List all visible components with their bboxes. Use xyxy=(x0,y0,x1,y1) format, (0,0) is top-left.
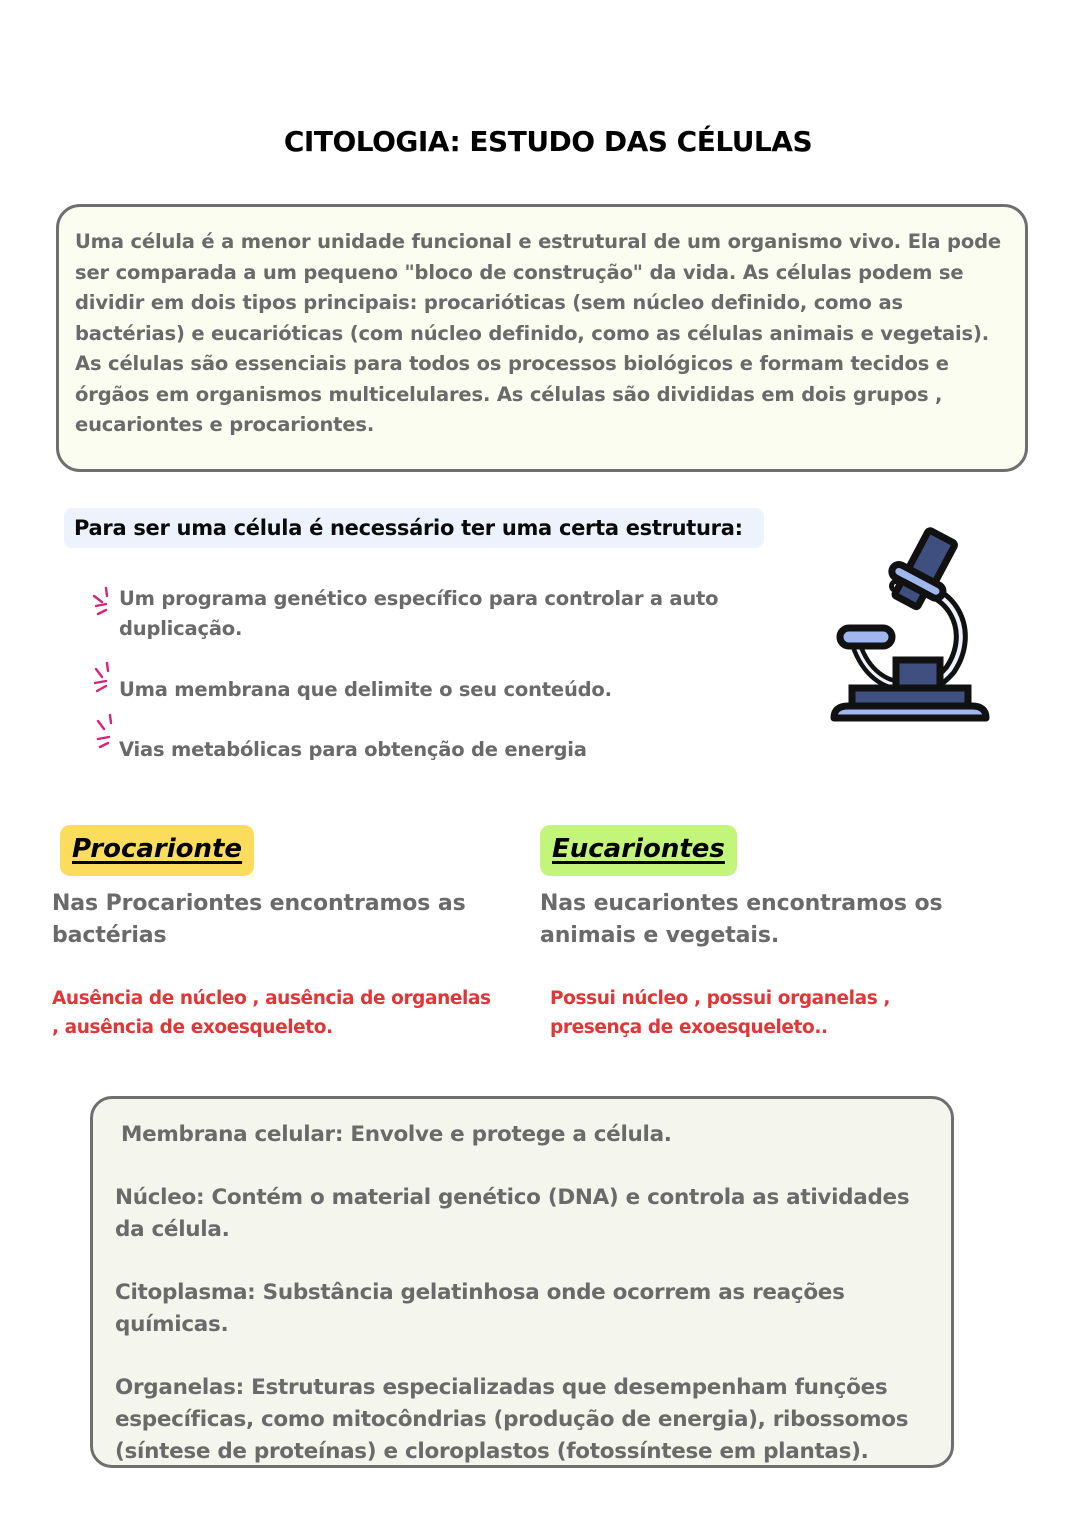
organelles-box xyxy=(90,1096,954,1468)
eukaryote-traits: Possui núcleo , possui organelas , presença de exoesqueleto.. xyxy=(550,988,890,1038)
requirement-item xyxy=(90,584,750,644)
prokaryote-tag: Procarionte xyxy=(60,825,254,876)
microscope-icon xyxy=(826,524,992,726)
prokaryote-column xyxy=(52,825,492,1042)
page-title: CITOLOGIA: ESTUDO DAS CÉLULAS xyxy=(283,124,813,158)
requirement-text: Vias metabólicas para obtenção de energia xyxy=(119,738,587,761)
requirement-text: Uma membrana que delimite o seu conteúdo. xyxy=(119,678,612,701)
spark-icon xyxy=(90,584,118,624)
eukaryote-description: Nas eucariontes encontramos os animais e vegetais. xyxy=(540,891,943,948)
organelle-item-organelles: Organelas: Estruturas especializadas que desempenham funções específicas, como mitocôndrias (produção de energia), ribossomos (síntese de proteínas) e cloroplastos (fotossíntese em plantas). xyxy=(115,1375,909,1464)
eukaryote-tag: Eucariontes xyxy=(540,825,737,876)
organelle-item-nucleus: Núcleo: Contém o material genético (DNA) e controla as atividades da célula. xyxy=(115,1185,910,1242)
requirement-text: Um programa genético específico para controlar a auto duplicação. xyxy=(119,587,719,640)
organelle-item-membrane: Membrana celular: Envolve e protege a célula. xyxy=(121,1122,672,1147)
eukaryote-column xyxy=(540,825,980,1042)
organelle-item-cytoplasm: Citoplasma: Substância gelatinhosa onde ocorrem as reações químicas. xyxy=(115,1280,845,1337)
requirement-item xyxy=(90,675,750,705)
requirements-heading: Para ser uma célula é necessário ter uma certa estrutura: xyxy=(64,508,764,548)
intro-box xyxy=(56,204,1028,472)
spark-icon xyxy=(90,661,118,701)
requirement-item xyxy=(90,735,750,765)
prokaryote-traits: Ausência de núcleo , ausência de organelas , ausência de exoesqueleto. xyxy=(52,988,491,1038)
spark-icon xyxy=(90,713,118,753)
intro-text: Uma célula é a menor unidade funcional e estrutural de um organismo vivo. Ela pode ser comparada a um pequeno "bloco de construção" da vida. As células podem se dividir em dois tipos principais: procarióticas (sem núcleo definido, como as bactérias) e eucarióticas (com núcleo definido, como as células animais e vegetais). As células são essenciais para todos os processos biológicos e formam tecidos e órgãos em organismos multicelulares. As células são divididas em dois grupos , eucariontes e procariontes. xyxy=(75,230,1001,436)
prokaryote-description: Nas Procariontes encontramos as bactérias xyxy=(52,891,466,948)
